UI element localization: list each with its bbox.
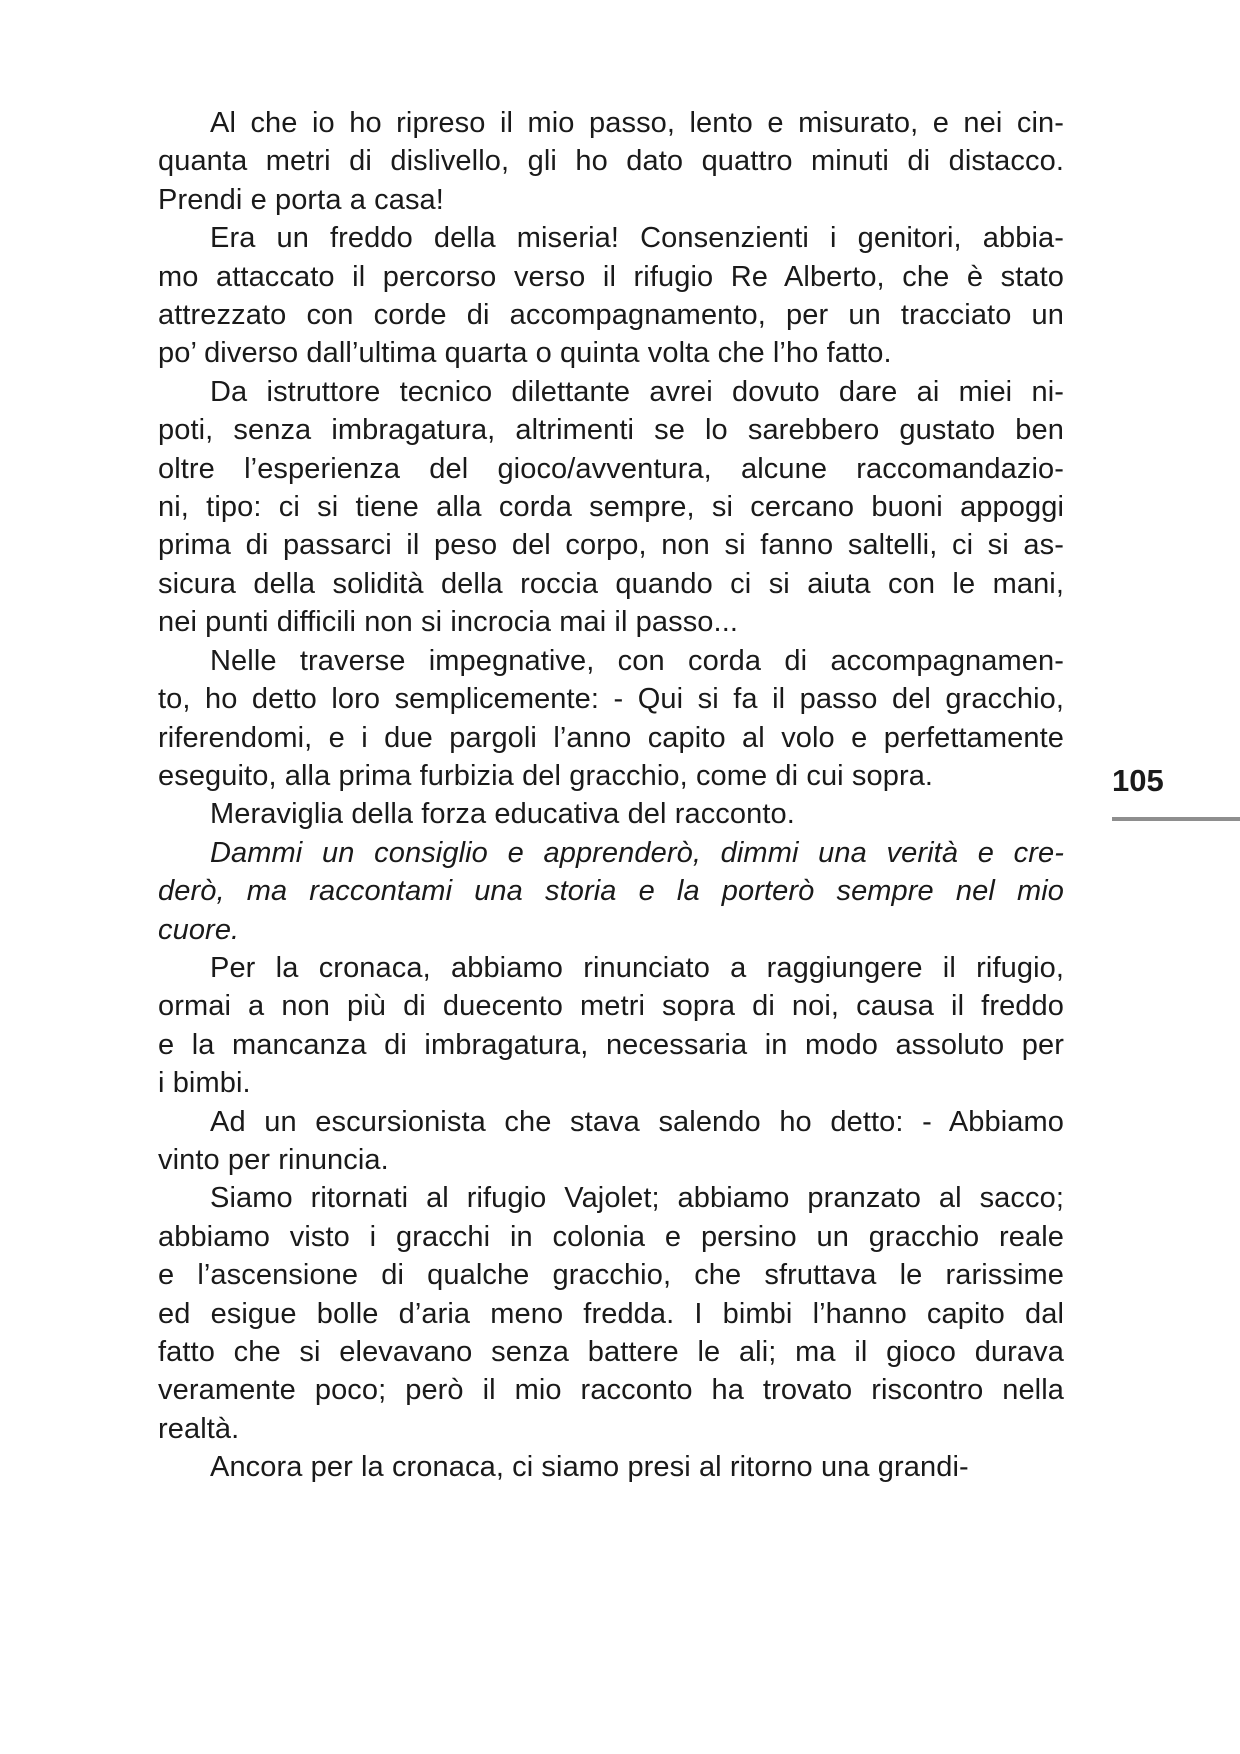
text-line: Al che io ho ripreso il mio passo, lento e misurato, e nei cin- bbox=[210, 107, 1064, 139]
text-line: Era un freddo della miseria! Consenzienti i genitori, abbia- bbox=[210, 222, 1064, 255]
text-line: attrezzato con corde di accompagnamento, per un tracciato un bbox=[158, 299, 1064, 332]
text-line: to, ho detto loro semplicemente: - Qui si fa il passo del gracchio, bbox=[158, 683, 1064, 716]
text-line: derò, ma raccontami una storia e la porterò sempre nel mio bbox=[158, 875, 1064, 908]
text-line: Ad un escursionista che stava salendo ho detto: - Abbiamo bbox=[210, 1105, 1064, 1138]
text-line: oltre l’esperienza del gioco/avventura, alcune raccomandazio- bbox=[158, 452, 1064, 485]
text-line: ormai a non più di duecento metri sopra di noi, causa il freddo bbox=[158, 990, 1064, 1023]
text-line: po’ diverso dall’ultima quarta o quinta volta che l’ho fatto. bbox=[158, 337, 892, 370]
text-line: Dammi un consiglio e apprenderò, dimmi una verità e cre- bbox=[210, 836, 1064, 869]
text-line: sicura della solidità della roccia quando ci si aiuta con le mani, bbox=[158, 567, 1064, 600]
text-line: i bimbi. bbox=[158, 1067, 251, 1100]
text-line: mo attaccato il percorso verso il rifugio Re Alberto, che è stato bbox=[158, 260, 1064, 293]
paragraph bbox=[158, 949, 1064, 1103]
paragraph bbox=[158, 373, 1064, 642]
text-line: realtà. bbox=[158, 1412, 240, 1445]
paragraph bbox=[158, 219, 1064, 373]
paragraph bbox=[158, 795, 1064, 833]
paragraph bbox=[158, 104, 1064, 219]
paragraph bbox=[158, 1103, 1064, 1180]
paragraph bbox=[158, 834, 1064, 949]
text-line: ni, tipo: ci si tiene alla corda sempre, si cercano buoni appoggi bbox=[158, 491, 1064, 524]
text-line: cuore. bbox=[158, 913, 240, 946]
paragraph bbox=[158, 1179, 1064, 1448]
text-line: veramente poco; però il mio racconto ha trovato riscontro nella bbox=[158, 1374, 1064, 1407]
text-line: e la mancanza di imbragatura, necessaria in modo assoluto per bbox=[158, 1028, 1064, 1061]
text-line: poti, senza imbragatura, altrimenti se lo sarebbero gustato ben bbox=[158, 414, 1064, 447]
text-line: eseguito, alla prima furbizia del gracchio, come di cui sopra. bbox=[158, 759, 934, 792]
text-line: nei punti difficili non si incrocia mai il passo... bbox=[158, 606, 739, 639]
text-line: Ancora per la cronaca, ci siamo presi al ritorno una grandi- bbox=[210, 1451, 969, 1484]
text-line: Nelle traverse impegnative, con corda di accompagnamen- bbox=[210, 644, 1064, 677]
paragraph bbox=[158, 642, 1064, 796]
text-line: ed esigue bolle d’aria meno fredda. I bimbi l’hanno capito dal bbox=[158, 1297, 1064, 1330]
paragraph bbox=[158, 1448, 1064, 1486]
page-number-rule bbox=[1112, 817, 1240, 821]
text-line: Meraviglia della forza educativa del racconto. bbox=[210, 798, 795, 831]
text-line: vinto per rinuncia. bbox=[158, 1143, 389, 1176]
text-line: quanta metri di dislivello, gli ho dato quattro minuti di distacco. bbox=[158, 145, 1064, 178]
text-line: Per la cronaca, abbiamo rinunciato a raggiungere il rifugio, bbox=[210, 951, 1064, 984]
text-line: Prendi e porta a casa! bbox=[158, 183, 444, 216]
text-line: prima di passarci il peso del corpo, non si fanno saltelli, ci si as- bbox=[158, 529, 1064, 562]
text-line: fatto che si elevavano senza battere le ali; ma il gioco durava bbox=[158, 1336, 1064, 1368]
text-line: Da istruttore tecnico dilettante avrei dovuto dare ai miei ni- bbox=[210, 375, 1064, 408]
page-text bbox=[158, 104, 1064, 1487]
text-line: riferendomi, e i due pargoli l’anno capito al volo e perfettamente bbox=[158, 721, 1064, 754]
text-line: Siamo ritornati al rifugio Vajolet; abbiamo pranzato al sacco; bbox=[210, 1182, 1064, 1215]
page-number: 105 bbox=[1112, 763, 1164, 798]
text-line: abbiamo visto i gracchi in colonia e persino un gracchio reale bbox=[158, 1220, 1064, 1253]
text-line: e l’ascensione di qualche gracchio, che sfruttava le rarissime bbox=[158, 1259, 1064, 1292]
